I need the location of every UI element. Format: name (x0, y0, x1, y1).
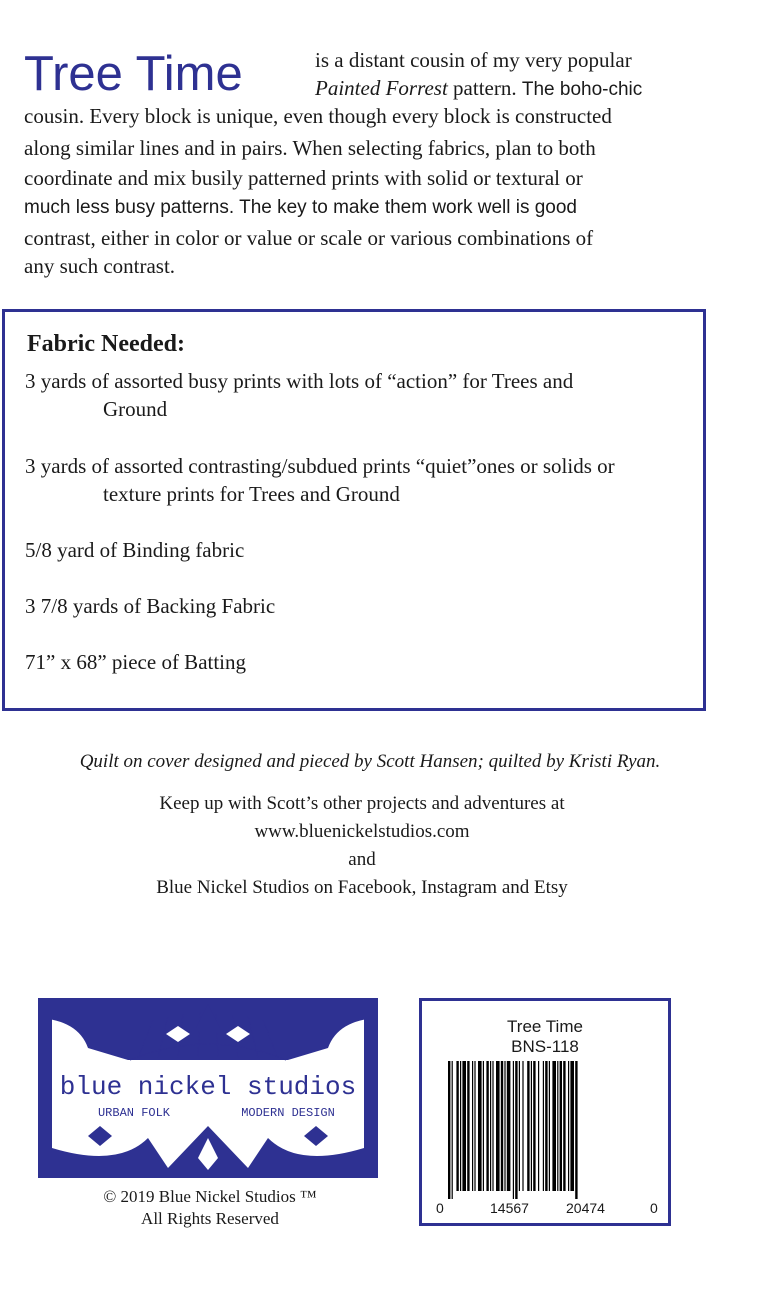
barcode-bar (483, 1061, 484, 1191)
logo-tagline-left: URBAN FOLK (97, 1106, 171, 1120)
barcode-bar (549, 1061, 550, 1191)
barcode-bar (496, 1061, 500, 1191)
barcode-bar (467, 1061, 469, 1191)
fabric-item (25, 367, 693, 423)
barcode-bar (563, 1061, 565, 1191)
barcode-bar (507, 1061, 511, 1191)
barcode-bar (456, 1061, 458, 1191)
logo-graphic (38, 998, 378, 1178)
fabric-item-line: 3 yards of assorted busy prints with lots of “action” for Trees and (25, 369, 574, 393)
barcode-bar (452, 1061, 453, 1199)
and-text: and (348, 849, 376, 870)
fabric-needed-box (2, 309, 706, 711)
intro-line-3: cousin. Every block is unique, even though every block is constructed (24, 104, 612, 128)
barcode-bars (422, 1061, 668, 1199)
fabric-item-line: 5/8 yard of Binding fabric (25, 538, 245, 562)
website-link[interactable]: www.bluenickelstudios.com (254, 821, 470, 842)
barcode-bar (462, 1061, 466, 1191)
barcode-bar (515, 1061, 517, 1199)
barcode-group-2: 20474 (566, 1200, 605, 1216)
barcode-bar (527, 1061, 529, 1191)
barcode-bar (519, 1061, 520, 1191)
intro-line-7: contrast, either in color or value or scale or various combinations of (24, 226, 594, 250)
intro-line-8: any such contrast. (24, 254, 176, 278)
intro-line-2-sans: The boho-chic (521, 79, 643, 100)
painted-forrest-italic: Painted Forrest (315, 76, 448, 100)
fabric-item-line: 71” x 68” piece of Batting (25, 650, 247, 674)
fabric-item-continuation: texture prints for Trees and Ground (103, 482, 400, 506)
intro-line-2-rest: pattern. (447, 76, 522, 100)
intro-line-2 (315, 74, 642, 104)
fabric-item-line: 3 7/8 yards of Backing Fabric (25, 594, 276, 618)
intro-line-5: coordinate and mix busily patterned prints with solid or textural or (24, 166, 583, 190)
blue-nickel-studios-logo (38, 998, 378, 1178)
barcode-bar (533, 1061, 535, 1191)
logo-name: blue nickel studios (59, 1072, 357, 1102)
fabric-item (25, 452, 693, 508)
barcode-bar (478, 1061, 482, 1191)
barcode-bar (472, 1061, 473, 1191)
intro-line-4: along similar lines and in pairs. When selecting fabrics, plan to both (24, 136, 596, 160)
barcode-sku: BNS-118 (511, 1037, 579, 1056)
barcode-group-1: 14567 (490, 1200, 529, 1216)
fabric-item (25, 536, 693, 564)
barcode-bar (486, 1061, 488, 1191)
intro-line-6: much less busy patterns. The key to make them work well is good (24, 197, 578, 218)
barcode-digit-right: 0 (650, 1200, 658, 1216)
social-text: Blue Nickel Studios on Facebook, Instagram and Etsy (156, 877, 568, 898)
barcode-bar (560, 1061, 562, 1191)
barcode-bar (501, 1061, 503, 1191)
quilt-credit: Quilt on cover designed and pieced by Scott Hansen; quilted by Kristi Ryan. (79, 751, 661, 772)
barcode-bar (492, 1061, 493, 1191)
barcode-bar (575, 1061, 577, 1199)
copyright-line-1: © 2019 Blue Nickel Studios ™ (103, 1187, 317, 1206)
barcode-digit-left: 0 (436, 1200, 444, 1216)
logo-tagline-right: MODERN DESIGN (241, 1106, 335, 1120)
barcode-bar (543, 1061, 544, 1191)
fabric-heading: Fabric Needed: (27, 331, 185, 357)
barcode-bar (460, 1061, 461, 1191)
barcode-bar (552, 1061, 556, 1191)
barcode-bar (557, 1061, 558, 1191)
copyright-line-2: All Rights Reserved (141, 1209, 279, 1228)
fabric-item-line: 3 yards of assorted contrasting/subdued prints “quiet”ones or solids or (25, 454, 615, 478)
barcode-bar (448, 1061, 450, 1199)
barcode-label (419, 998, 671, 1226)
intro-line-1: is a distant cousin of my very popular (315, 48, 632, 72)
barcode-bar (490, 1061, 491, 1191)
fabric-item-continuation: Ground (103, 397, 168, 421)
barcode-bar (538, 1061, 539, 1191)
barcode-bar (570, 1061, 574, 1191)
fabric-item (25, 648, 693, 676)
barcode-bar (474, 1061, 475, 1191)
barcode-bar (531, 1061, 532, 1191)
barcode-bar (504, 1061, 505, 1191)
fabric-item (25, 592, 693, 620)
barcode-bar (513, 1061, 514, 1199)
keep-up-text: Keep up with Scott’s other projects and adventures at (159, 793, 565, 814)
barcode-bar (568, 1061, 569, 1191)
barcode-bar (545, 1061, 547, 1191)
barcode-bar (522, 1061, 523, 1191)
pattern-title: Tree Time (24, 47, 243, 101)
barcode-title: Tree Time (507, 1017, 583, 1036)
